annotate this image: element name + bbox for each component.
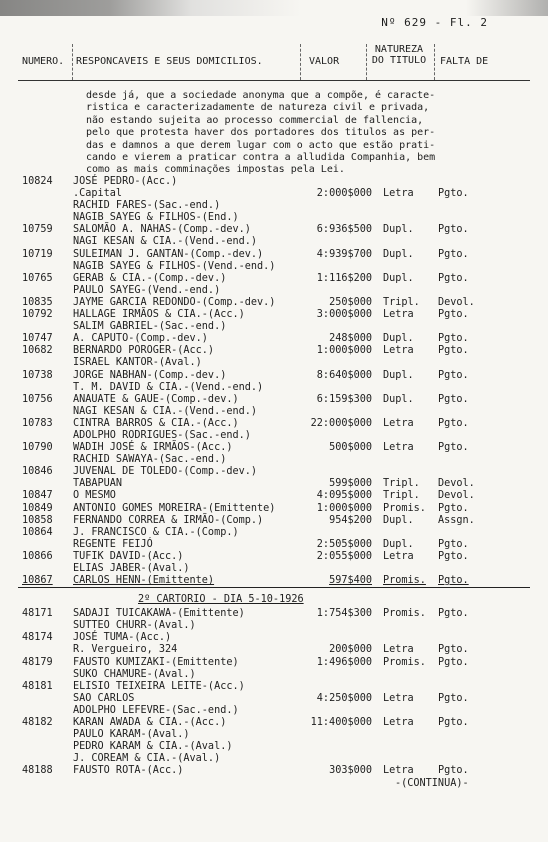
- entry-title-type: Tripl.: [383, 490, 420, 502]
- entry-value: 597$400: [329, 575, 372, 587]
- entry-names: ANAUATE & GAUE-(Comp.-dev.): [73, 393, 239, 405]
- table-row: [0, 478, 548, 490]
- entry-names: FAUSTO ROTA-(Acc.): [73, 765, 184, 777]
- table-row: [0, 321, 548, 333]
- entry-value: 8:640$000: [316, 369, 372, 381]
- entry-title-type: Letra: [383, 417, 414, 429]
- entry-names: FAUSTO KUMIZAKI-(Emittente): [73, 656, 239, 668]
- entry-status: Devol.: [438, 296, 475, 308]
- entry-value: 599$000: [329, 478, 372, 490]
- table-row: [0, 297, 548, 309]
- table-row: [0, 345, 548, 357]
- table-row: [0, 406, 548, 418]
- entry-names: O MESMO: [73, 490, 116, 502]
- entry-title-type: Letra: [383, 692, 414, 704]
- entry-names: ADOLPHO LEFEVRE-(Sac.-end.): [73, 704, 239, 716]
- table-row: [0, 765, 548, 777]
- entry-title-type: Tripl.: [383, 478, 420, 490]
- entry-value: 200$000: [329, 644, 372, 656]
- table-row: [0, 261, 548, 273]
- entry-number: 10682: [22, 345, 53, 357]
- entry-names: PAULO SAYEG-(Vend.-end.): [73, 284, 221, 296]
- section-title-row: [0, 594, 548, 608]
- entry-status: Pgto.: [438, 345, 469, 357]
- entry-title-type: Dupl.: [383, 224, 414, 236]
- entry-names: KARAN AWADA & CIA.-(Acc.): [73, 717, 227, 729]
- entry-number: 10790: [22, 442, 53, 454]
- entry-names: REGENTE FEIJÓ: [73, 538, 153, 550]
- entry-title-type: Dupl.: [383, 248, 414, 260]
- table-row: [0, 188, 548, 200]
- entry-number: 48182: [22, 717, 53, 729]
- entry-status: Devol.: [438, 478, 475, 490]
- entry-title-type: Promis.: [383, 502, 426, 514]
- entry-number: 10783: [22, 417, 53, 429]
- entry-number: 10835: [22, 296, 53, 308]
- entry-number: 10765: [22, 272, 53, 284]
- continua-label: -(CONTINUA)-: [395, 777, 469, 789]
- entry-value: 1:000$000: [316, 502, 372, 514]
- entry-status: Pgto.: [438, 644, 469, 656]
- page-number: Nº 629 - Fl. 2: [381, 16, 488, 29]
- entry-value: 4:250$000: [316, 692, 372, 704]
- preamble-line: como as mais comminações impostas pela Lei.: [86, 164, 345, 176]
- entry-value: 2:055$000: [316, 550, 372, 562]
- entry-names: T. M. DAVID & CIA.-(Vend.-end.): [73, 381, 264, 393]
- header-falta: FALTA DE: [440, 56, 489, 67]
- entry-names: JOSÉ PEDRO-(Acc.): [73, 176, 178, 187]
- entry-value: 248$000: [329, 333, 372, 345]
- entry-names: JOSÉ TUMA-(Acc.): [73, 632, 172, 644]
- table-row: [0, 430, 548, 442]
- entry-value: 500$000: [329, 442, 372, 454]
- entry-value: 6:936$500: [316, 224, 372, 236]
- section-rule: [18, 587, 530, 588]
- entry-number: 10792: [22, 309, 53, 321]
- table-row: [0, 669, 548, 681]
- entry-names: CINTRA BARROS & CIA.-(Acc.): [73, 417, 239, 429]
- entry-number: 48179: [22, 656, 53, 668]
- continua-row: [0, 778, 548, 790]
- entry-names: TUFIK DAVID-(Acc.): [73, 550, 184, 562]
- entry-number: 10849: [22, 502, 53, 514]
- entry-names: A. CAPUTO-(Comp.-dev.): [73, 333, 208, 345]
- table-row: [0, 575, 548, 587]
- entry-value: 4:939$700: [316, 248, 372, 260]
- entry-number: 10866: [22, 550, 53, 562]
- table-row: [0, 249, 548, 261]
- entry-names: JUVENAL DE TOLEDO-(Comp.-dev.): [73, 466, 258, 478]
- entry-status: Pgto.: [438, 502, 469, 514]
- entry-status: Pgto.: [438, 188, 469, 200]
- entry-status: Pgto.: [438, 393, 469, 405]
- entry-names: SAO CARLOS: [73, 692, 135, 704]
- entry-status: Pgto.: [438, 442, 469, 454]
- entry-status: Pgto.: [438, 538, 469, 550]
- entry-names: ELISIO TEIXEIRA LEITE-(Acc.): [73, 680, 245, 692]
- table-row: [0, 370, 548, 382]
- entry-names: ISRAEL KANTOR-(Aval.): [73, 357, 202, 369]
- entry-status: Pgto.: [438, 333, 469, 345]
- entry-title-type: Dupl.: [383, 514, 414, 526]
- table-row: [0, 503, 548, 515]
- entry-title-type: Letra: [383, 717, 414, 729]
- column-divider: [300, 44, 301, 80]
- entry-value: 11:400$000: [310, 717, 372, 729]
- column-divider: [72, 44, 73, 80]
- entry-names: SUTTEO CHURR-(Aval.): [73, 620, 196, 632]
- entry-status: Pgto.: [438, 248, 469, 260]
- entry-status: Pgto.: [438, 656, 469, 668]
- entry-status: Pgto.: [438, 608, 469, 620]
- table-row: [0, 644, 548, 656]
- preamble-line: ristica e caracterizadamente de natureza civil e privada,: [86, 102, 430, 114]
- entry-names: J. COREAM & CIA.-(Aval.): [73, 753, 221, 765]
- entry-names: NAGI KESAN & CIA.-(Vend.-end.): [73, 405, 258, 417]
- section-title: 2º CARTORIO - DIA 5-10-1926: [138, 594, 304, 606]
- preamble-line: desde já, que a sociedade anonyma que a compõe, é caracte-: [86, 90, 436, 101]
- table-row: [0, 515, 548, 527]
- entry-status: Pgto.: [438, 272, 469, 284]
- entry-names: SULEIMAN J. GANTAN-(Comp.-dev.): [73, 248, 264, 260]
- entry-names: RACHID SAWAYA-(Sac.-end.): [73, 454, 227, 466]
- protest-table: [0, 176, 548, 790]
- entry-title-type: Dupl.: [383, 538, 414, 550]
- entry-status: Pgto.: [438, 575, 469, 587]
- table-row: [0, 176, 548, 188]
- entry-title-type: Promis.: [383, 608, 426, 620]
- entry-names: ELIAS JABER-(Aval.): [73, 563, 190, 574]
- entry-number: 48171: [22, 608, 53, 620]
- entry-status: Assgn.: [438, 514, 475, 526]
- entry-names: SADAJI TUICAKAWA-(Emittente): [73, 608, 245, 620]
- entry-names: SUKO CHAMURE-(Aval.): [73, 668, 196, 680]
- entry-value: 250$000: [329, 296, 372, 308]
- table-row: [0, 309, 548, 321]
- entry-title-type: Letra: [383, 765, 414, 777]
- entry-status: Pgto.: [438, 417, 469, 429]
- entry-number: 10858: [22, 514, 53, 526]
- table-row: [0, 705, 548, 717]
- entry-value: 4:095$000: [316, 490, 372, 502]
- preamble-line: cando e vierem a praticar contra a alludida Companhia, bem: [86, 152, 436, 164]
- entry-value: 954$200: [329, 514, 372, 526]
- table-row: [0, 333, 548, 345]
- entry-names: PEDRO KARAM & CIA.-(Aval.): [73, 741, 233, 753]
- entry-value: 1:116$200: [316, 272, 372, 284]
- entry-title-type: Letra: [383, 550, 414, 562]
- entry-names: NAGI KESAN & CIA.-(Vend.-end.): [73, 236, 258, 248]
- table-row: [0, 454, 548, 466]
- entry-status: Pgto.: [438, 550, 469, 562]
- table-row: [0, 527, 548, 539]
- preamble-line: das e damnos a que derem lugar com o acto que estão prati-: [86, 139, 436, 151]
- entry-names: ANTONIO GOMES MOREIRA-(Emittente): [73, 502, 276, 514]
- entry-names: JORGE NABHAN-(Comp.-dev.): [73, 369, 227, 381]
- entry-names: JAYME GARCIA REDONDO-(Comp.-dev.): [73, 296, 276, 308]
- preamble-line: pelo que protesta haver dos portadores dos titulos as per-: [86, 127, 436, 139]
- table-row: [0, 285, 548, 297]
- entry-status: Devol.: [438, 490, 475, 502]
- table-row: [0, 717, 548, 729]
- table-row: [0, 608, 548, 620]
- entry-names: BERNARDO POROGER-(Acc.): [73, 345, 215, 357]
- table-row: [0, 490, 548, 502]
- entry-title-type: Dupl.: [383, 393, 414, 405]
- table-row: [0, 693, 548, 705]
- entry-number: 10824: [22, 176, 53, 187]
- table-row: [0, 632, 548, 644]
- column-divider: [366, 44, 367, 80]
- entry-names: TABAPUAN: [73, 478, 123, 490]
- entry-title-type: Dupl.: [383, 369, 414, 381]
- entry-number: 10847: [22, 490, 53, 502]
- table-row: [0, 466, 548, 478]
- table-row: [0, 551, 548, 563]
- entry-status: Pgto.: [438, 717, 469, 729]
- entry-names: SALIM GABRIEL-(Sac.-end.): [73, 321, 227, 333]
- table-row: [0, 224, 548, 236]
- entry-names: NAGIB SAYEG & FILHOS-(Vend.-end.): [73, 260, 276, 272]
- preamble-text: [86, 90, 506, 177]
- entry-names: WADIH JOSÉ & IRMÃOS-(Acc.): [73, 442, 233, 454]
- entry-status: Pgto.: [438, 765, 469, 777]
- table-row: [0, 200, 548, 212]
- entry-title-type: Letra: [383, 309, 414, 321]
- entry-names: ADOLPHO RODRIGUES-(Sac.-end.): [73, 429, 251, 441]
- entry-number: 10759: [22, 224, 53, 236]
- entry-names: FERNANDO CORREA & IRMÃO-(Comp.): [73, 514, 264, 526]
- entry-number: 48174: [22, 632, 53, 644]
- entry-value: 2:505$000: [316, 538, 372, 550]
- entry-number: 10867: [22, 575, 53, 587]
- scan-smudge: [0, 0, 548, 16]
- entry-value: 1:754$300: [316, 608, 372, 620]
- table-row: [0, 418, 548, 430]
- entry-names: PAULO KARAM-(Aval.): [73, 729, 190, 741]
- entry-names: GERAB & CIA.-(Comp.-dev.): [73, 272, 227, 284]
- entry-title-type: Letra: [383, 644, 414, 656]
- entry-status: Pgto.: [438, 369, 469, 381]
- entry-number: 48188: [22, 765, 53, 777]
- entry-title-type: Letra: [383, 442, 414, 454]
- header-valor: VALOR: [309, 56, 340, 67]
- table-row: [0, 236, 548, 248]
- entry-names: R. Vergueiro, 324: [73, 644, 178, 656]
- table-row: [0, 563, 548, 575]
- entry-status: Pgto.: [438, 224, 469, 236]
- entry-number: 10846: [22, 466, 53, 478]
- entry-title-type: Promis.: [383, 575, 426, 587]
- entry-names: J. FRANCISCO & CIA.-(Comp.): [73, 526, 239, 538]
- header-responsaveis: RESPONCAVEIS E SEUS DOMICILIOS.: [76, 56, 263, 67]
- entry-names: .Capital: [73, 188, 123, 200]
- table-row: [0, 681, 548, 693]
- entry-number: 10747: [22, 333, 53, 345]
- entry-names: RACHID FARES-(Sac.-end.): [73, 200, 221, 212]
- entry-number: 10756: [22, 393, 53, 405]
- entry-names: CARLOS HENN-(Emittente): [73, 575, 215, 587]
- table-row: [0, 212, 548, 224]
- entry-names: SALOMÃO A. NAHAS-(Comp.-dev.): [73, 224, 251, 236]
- table-row: [0, 657, 548, 669]
- header-numero: NUMERO.: [22, 56, 65, 67]
- entry-title-type: Letra: [383, 188, 414, 200]
- entry-title-type: Letra: [383, 345, 414, 357]
- entry-value: 3:000$000: [316, 309, 372, 321]
- table-row: [0, 442, 548, 454]
- entry-value: 1:496$000: [316, 656, 372, 668]
- entry-value: 303$000: [329, 765, 372, 777]
- table-row: [0, 741, 548, 753]
- entry-number: 10719: [22, 248, 53, 260]
- entry-status: Pgto.: [438, 309, 469, 321]
- entry-value: 6:159$300: [316, 393, 372, 405]
- entry-title-type: Promis.: [383, 656, 426, 668]
- entry-title-type: Dupl.: [383, 333, 414, 345]
- preamble-line: não estando sujeita ao processo commercial de fallencia,: [86, 114, 424, 126]
- entry-title-type: Dupl.: [383, 272, 414, 284]
- entry-number: 10738: [22, 369, 53, 381]
- column-divider: [434, 44, 435, 80]
- table-row: [0, 753, 548, 765]
- header-natureza: NATUREZA DO TITULO: [371, 44, 427, 66]
- table-row: [0, 729, 548, 741]
- table-header: [0, 44, 548, 80]
- entry-number: 48181: [22, 680, 53, 692]
- entry-names: NAGIB SAYEG & FILHOS-(End.): [73, 212, 239, 224]
- header-rule: [18, 80, 530, 81]
- entry-value: 1:000$000: [316, 345, 372, 357]
- table-row: [0, 394, 548, 406]
- entry-status: Pgto.: [438, 692, 469, 704]
- entry-value: 22:000$000: [310, 417, 372, 429]
- entry-title-type: Tripl.: [383, 296, 420, 308]
- entry-value: 2:000$000: [316, 188, 372, 200]
- table-row: [0, 539, 548, 551]
- table-row: [0, 382, 548, 394]
- entry-names: HALLAGE IRMÃOS & CIA.-(Acc.): [73, 309, 245, 321]
- table-row: [0, 357, 548, 369]
- table-row: [0, 273, 548, 285]
- table-row: [0, 620, 548, 632]
- entry-number: 10864: [22, 526, 53, 538]
